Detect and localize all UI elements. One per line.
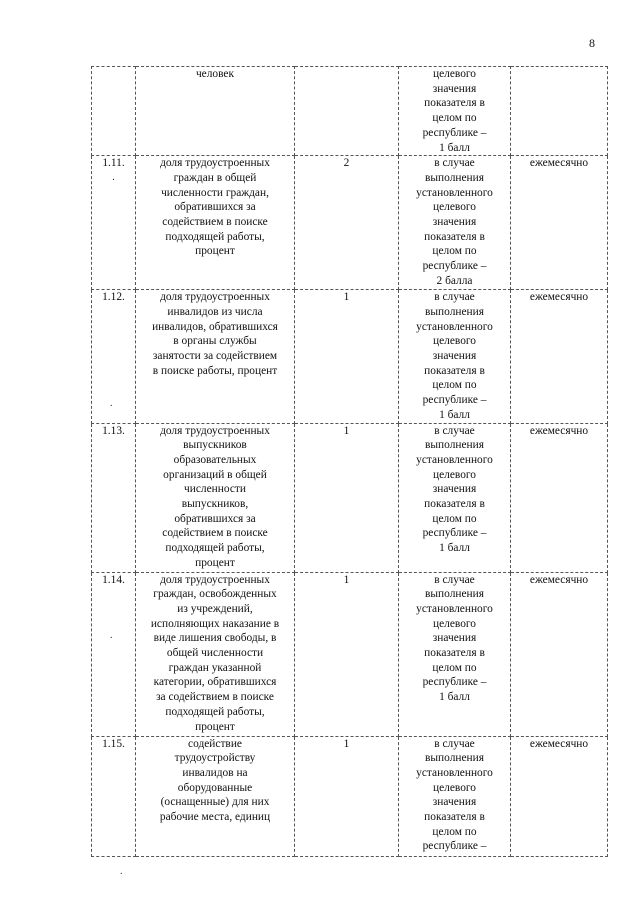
value-cell: 1 — [295, 423, 399, 572]
period-cell: ежемесячно — [511, 572, 608, 736]
row-number-cell — [92, 67, 136, 156]
period-cell: ежемесячно — [511, 290, 608, 423]
row-number-cell: 1.11. . — [92, 156, 136, 290]
score-condition-cell: в случае выполнения установленного целевого значения показателя в целом по республике – — [399, 736, 511, 856]
period-cell: ежемесячно — [511, 156, 608, 290]
period-cell — [511, 67, 608, 156]
value-cell — [295, 67, 399, 156]
table-row — [92, 290, 608, 423]
row-number-cell: 1.15. — [92, 736, 136, 856]
row-number-cell: 1.13. — [92, 423, 136, 572]
criteria-table — [91, 66, 608, 857]
scan-dot: . — [112, 171, 115, 183]
row-number-cell: 1.14. — [92, 572, 136, 736]
table-row — [92, 572, 608, 736]
scan-speck: . — [110, 398, 113, 409]
table-row — [92, 156, 608, 290]
period-cell: ежемесячно — [511, 736, 608, 856]
period-cell: ежемесячно — [511, 423, 608, 572]
page-number: 8 — [589, 36, 595, 50]
indicator-cell: человек — [136, 67, 295, 156]
value-cell: 1 — [295, 736, 399, 856]
score-condition-cell: целевого значения показателя в целом по республике – 1 балл — [399, 67, 511, 156]
table-row — [92, 736, 608, 856]
indicator-cell: доля трудоустроенных граждан, освобожденных из учреждений, исполняющих наказание в виде лишения свободы, в общей численности граждан указанной категории, обратившихся за содействием в поиске подходящей работы, процент — [136, 572, 295, 736]
score-condition-cell: в случае выполнения установленного целевого значения показателя в целом по республике – 1 балл — [399, 572, 511, 736]
table-row — [92, 67, 608, 156]
row-number-cell: 1.12. — [92, 290, 136, 423]
scan-speck: . — [120, 866, 123, 877]
table-row — [92, 423, 608, 572]
score-condition-cell: в случае выполнения установленного целевого значения показателя в целом по республике – 1 балл — [399, 423, 511, 572]
value-cell: 1 — [295, 290, 399, 423]
score-condition-cell: в случае выполнения установленного целевого значения показателя в целом по республике – 1 балл — [399, 290, 511, 423]
indicator-cell: доля трудоустроенных выпускников образовательных организаций в общей численности выпускников, обратившихся за содействием в поиске подходящей работы, процент — [136, 423, 295, 572]
indicator-cell: доля трудоустроенных инвалидов из числа инвалидов, обратившихся в органы службы занятости за содействием в поиске работы, процент — [136, 290, 295, 423]
value-cell: 1 — [295, 572, 399, 736]
scan-speck: . — [110, 630, 113, 641]
value-cell: 2 — [295, 156, 399, 290]
score-condition-cell: в случае выполнения установленного целевого значения показателя в целом по республике – 2 балла — [399, 156, 511, 290]
indicator-cell: доля трудоустроенных граждан в общей численности граждан, обратившихся за содействием в поиске подходящей работы, процент — [136, 156, 295, 290]
indicator-cell: содействие трудоустройству инвалидов на оборудованные (оснащенные) для них рабочие места, единиц — [136, 736, 295, 856]
